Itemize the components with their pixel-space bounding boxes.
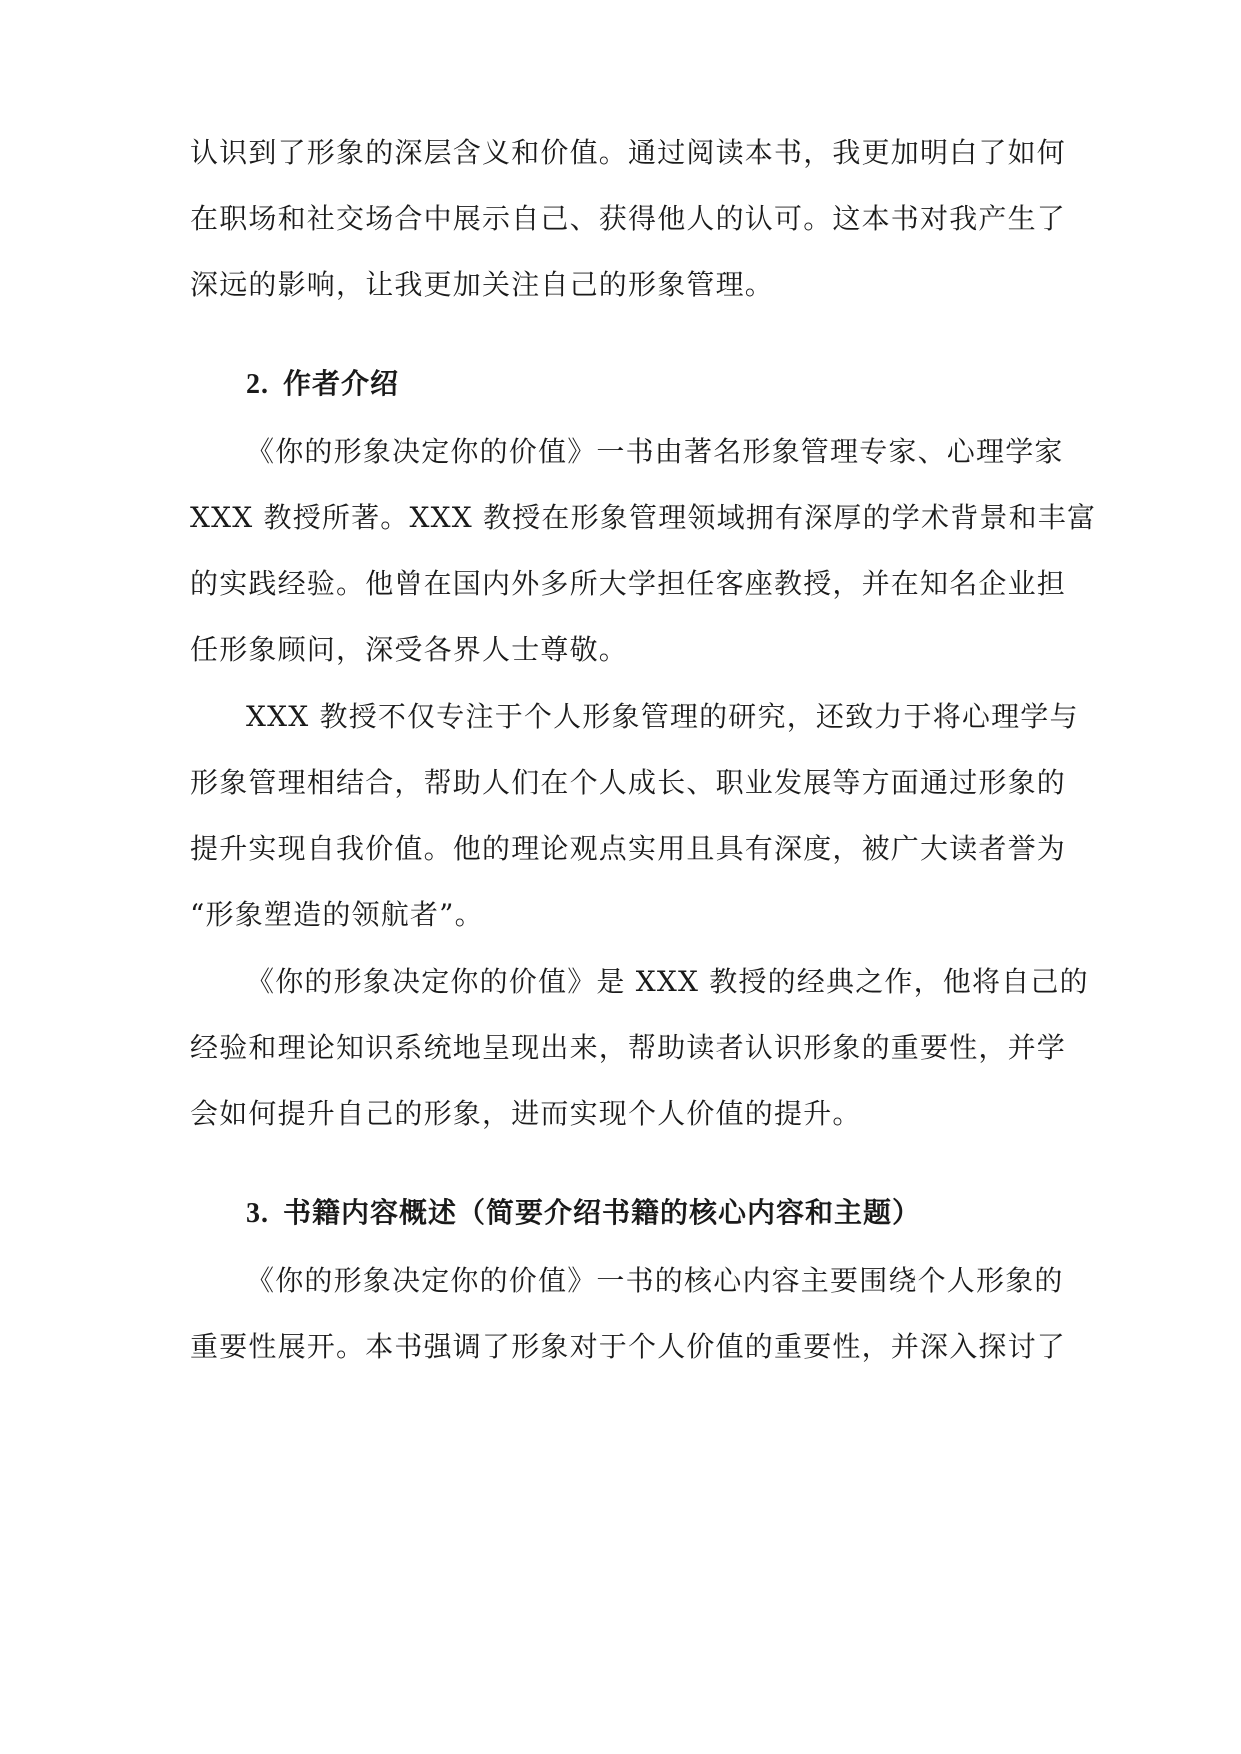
section-number: 3. xyxy=(246,1198,269,1229)
paragraph-line: 深远的影响，让我更加关注自己的形象管理。 xyxy=(190,268,775,301)
section-title: 书籍内容概述（简要介绍书籍的核心内容和主题） xyxy=(283,1196,922,1229)
section-heading-overview xyxy=(246,1193,921,1234)
paragraph-line: 重要性展开。本书强调了形象对于个人价值的重要性，并深入探讨了 xyxy=(190,1330,1067,1363)
paragraph-line: 《你的形象决定你的价值》一书由著名形象管理专家、心理学家 xyxy=(246,435,1064,468)
paragraph-line: 《你的形象决定你的价值》一书的核心内容主要围绕个人形象的 xyxy=(246,1264,1064,1297)
paragraph-line: 任形象顾问，深受各界人士尊敬。 xyxy=(190,633,629,666)
paragraph-line: 的实践经验。他曾在国内外多所大学担任客座教授，并在知名企业担 xyxy=(190,567,1067,600)
paragraph-line: 形象管理相结合，帮助人们在个人成长、职业发展等方面通过形象的 xyxy=(190,766,1067,799)
paragraph-line: 经验和理论知识系统地呈现出来，帮助读者认识形象的重要性，并学 xyxy=(190,1031,1067,1064)
paragraph-line: 在职场和社交场合中展示自己、获得他人的认可。这本书对我产生了 xyxy=(190,202,1067,235)
paragraph-line: XXX 教授不仅专注于个人形象管理的研究，还致力于将心理学与 xyxy=(246,700,1079,733)
paragraph-line: 认识到了形象的深层含义和价值。通过阅读本书，我更加明白了如何 xyxy=(190,136,1067,169)
paragraph-line: 《你的形象决定你的价值》是 XXX 教授的经典之作，他将自己的 xyxy=(246,965,1089,998)
paragraph-line: 提升实现自我价值。他的理论观点实用且具有深度，被广大读者誉为 xyxy=(190,832,1067,865)
paragraph-line: 会如何提升自己的形象，进而实现个人价值的提升。 xyxy=(190,1097,862,1130)
section-title: 作者介绍 xyxy=(283,367,400,400)
section-number: 2. xyxy=(246,369,269,400)
section-heading-author xyxy=(246,364,399,405)
paragraph-line: “形象塑造的领航者”。 xyxy=(190,898,484,931)
paragraph-line: XXX 教授所著。XXX 教授在形象管理领域拥有深厚的学术背景和丰富 xyxy=(190,501,1097,534)
